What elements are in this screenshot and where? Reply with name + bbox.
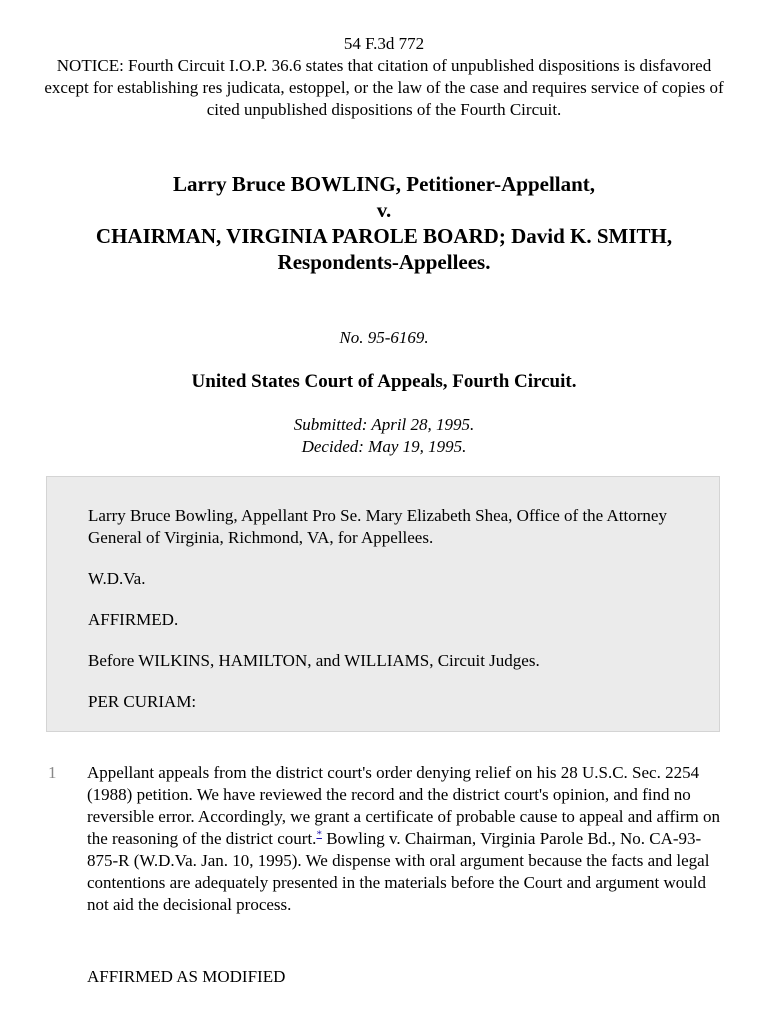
opinion-author: PER CURIAM: [88, 692, 197, 711]
final-disposition: AFFIRMED AS MODIFIED [87, 967, 286, 986]
citation: 54 F.3d 772 [343, 34, 425, 53]
paragraph-number: 1 [48, 763, 57, 782]
unpublished-notice: NOTICE: Fourth Circuit I.O.P. 36.6 states that citation of unpublished dispositions is disfavored except for establishing res judicata, estoppel, or the law of the case and requires service of copies of cited unpublished dispositions of the Fourth Circuit. [44, 56, 724, 119]
decided-date: Decided: May 19, 1995. [301, 437, 467, 456]
docket-number: No. 95-6169. [339, 328, 429, 347]
case-dates [40, 414, 728, 458]
appellee-line: CHAIRMAN, VIRGINIA PAROLE BOARD; David K. SMITH, [95, 224, 673, 248]
opinion-paragraph [40, 762, 728, 916]
versus-line: v. [376, 198, 392, 222]
lower-court: W.D.Va. [88, 569, 146, 588]
case-summary-box [46, 476, 720, 732]
footnote-link[interactable]: * [316, 828, 322, 841]
disposition: AFFIRMED. [88, 610, 179, 629]
counsel-text: Larry Bruce Bowling, Appellant Pro Se. Mary Elizabeth Shea, Office of the Attorney General of Virginia, Richmond, VA, for Appellees. [88, 506, 667, 547]
appellant-line: Larry Bruce BOWLING, Petitioner-Appellant, [172, 172, 596, 196]
paragraph-text [87, 762, 728, 916]
appellee-role-line: Respondents-Appellees. [277, 250, 491, 274]
paragraph-text-before-footnote: Appellant appeals from the district court's order denying relief on his 28 U.S.C. Sec. 2254 (1988) petition. We have reviewed the record and the district court's opinion, and find no reversible error. Accordingly, we grant a certificate of probable cause to appeal and affirm on the reasoning of the district court. [87, 763, 720, 848]
case-header [40, 33, 728, 121]
paragraph-text-after-footnote: Bowling v. Chairman, Virginia Parole Bd., No. CA-93-875-R (W.D.Va. Jan. 10, 1995). We dispense with oral argument because the facts and legal contentions are adequately presented in the materials before the Court and argument would not aid the decisional process. [87, 829, 710, 914]
court-name: United States Court of Appeals, Fourth Circuit. [191, 371, 577, 392]
case-parties [40, 171, 728, 275]
panel-judges: Before WILKINS, HAMILTON, and WILLIAMS, Circuit Judges. [88, 651, 540, 670]
submitted-date: Submitted: April 28, 1995. [293, 415, 475, 434]
